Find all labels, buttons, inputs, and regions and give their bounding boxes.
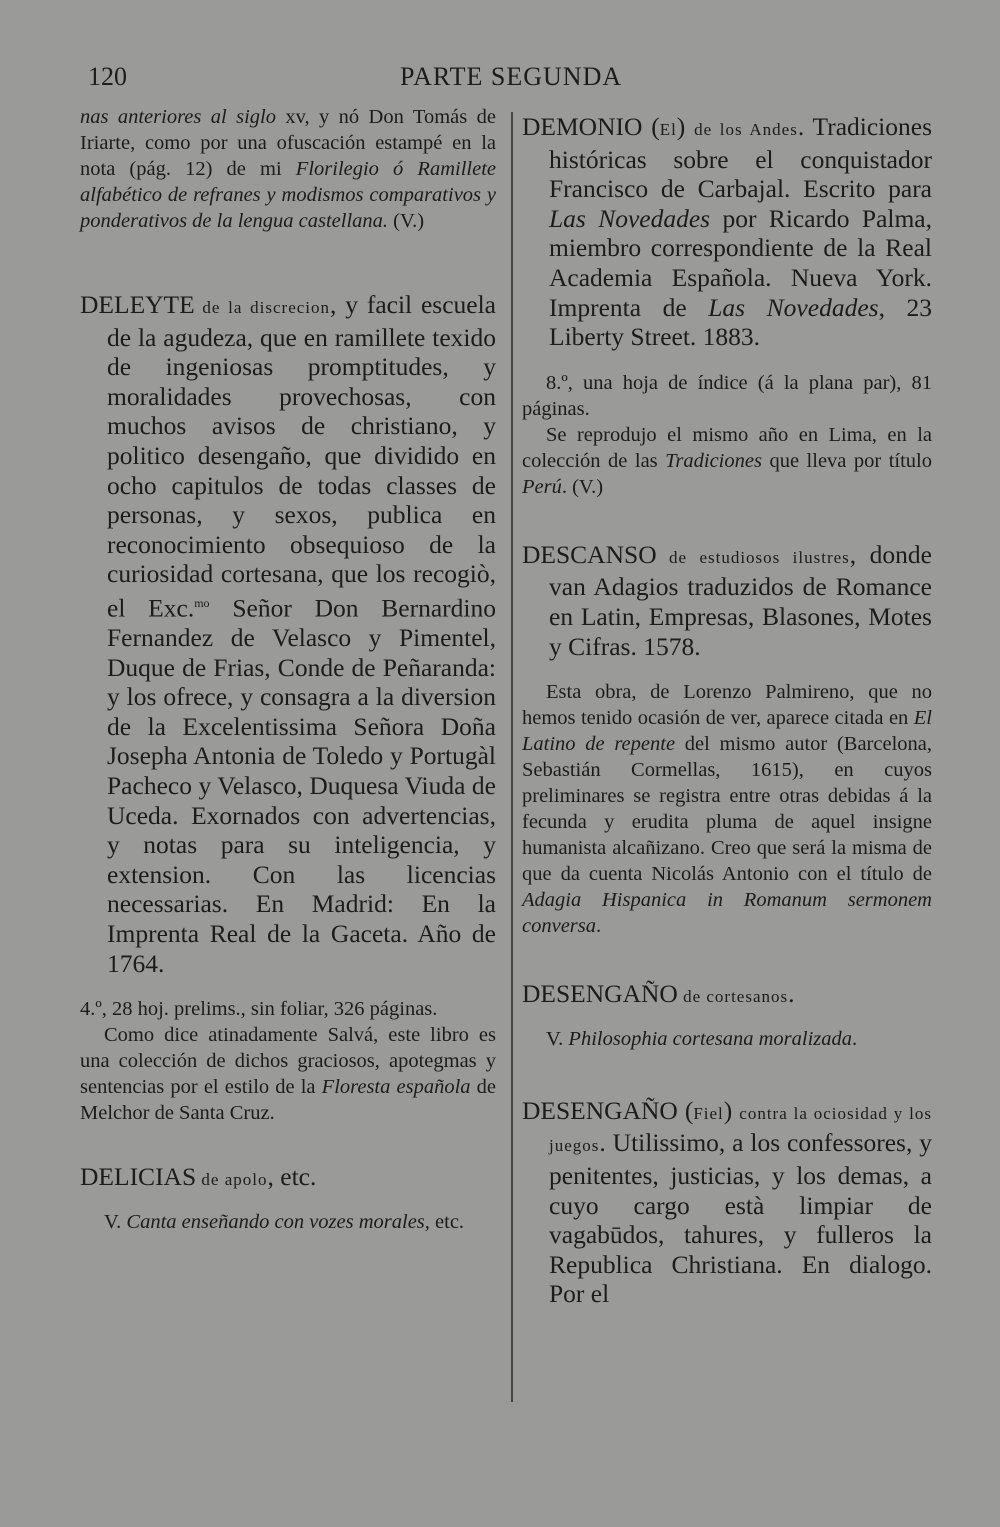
entry-delicias: DELICIAS de apolo, etc. [80,1162,317,1192]
entry-note: Se reprodujo el mismo año en Lima, en la colección de las Tradiciones que lleva por título Perú. (V.) [522,423,932,498]
cross-reference: V. Canta enseñando con vozes morales, etc. [104,1210,465,1233]
page-number: 120 [88,62,127,91]
entry-description: 8.º, una hoja de índice (á la plana par), 81 páginas. [522,371,932,420]
headword: DESCANSO [522,539,657,569]
entry-desengano-cortesanos: DESENGAÑO de cortesanos. [522,979,795,1009]
entry-descanso: DESCANSO de estudiosos ilustres, donde van Adagios traduzidos de Romance en Latin, Empresas, Blasones, Motes y Cifras. 1578. [522,539,932,661]
entry-desengano-fiel: DESENGAÑO (Fiel) contra la ociosidad y los juegos. Utilissimo, a los confessores, y penitentes, justicias, y los demas, a cuyo cargo està limpiar de vagabūdos, tahures, y fulleros la Republica Christiana. En dialogo. Por el [522,1095,932,1309]
headword: DELEYTE [80,290,195,319]
entry-description: 4.º, 28 hoj. prelims., sin foliar, 326 páginas. [80,998,438,1021]
entry-demonio: DEMONIO (El) de los Andes. Tradiciones históricas sobre el conquistador Francisco de Carbajal. Escrito para Las Novedades por Ricardo Palma, miembro correspondiente de la Real Academia Española. Nueva York. Imprenta de Las Novedades, 23 Liberty Street. 1883. [522,112,933,352]
left-column [80,104,496,1235]
entry-note: Esta obra, de Lorenzo Palmireno, que no hemos tenido ocasión de ver, aparece citada en El Latino de repente del mismo autor (Barcelona, Sebastián Cormellas, 1615), en cuyos preliminares se registra entre otras debidas á la fecunda y erudita pluma de aquel insigne humanista alcañizano. Creo que será la misma de que da cuenta Nicolás Antonio con el título de Adagia Hispanica in Romanum sermonem conversa. [522,681,932,938]
headword: DESENGAÑO [522,979,678,1009]
column-rule [511,112,513,1402]
running-head: PARTE SEGUNDA [400,62,623,91]
continued-entry: nas anteriores al siglo xv, y nó Don Tomás de Iriarte, como por una ofuscación estampé en la nota (pág. 12) de mi Florilegio ó Ramillete alfabético de refranes y modismos comparativos y ponderativos de la lengua castellana. (V.) [80,106,496,232]
entry-deleyte: DELEYTE de la discrecion, y facil escuela de la agudeza, que en ramillete texido de ingeniosas promptitudes, y moralidades provechosas, con muchos avisos de christiano, y politico desengaño, que dividido en ocho capitulos de todas classes de personas, y sexos, publica en reconocimiento obsequioso de la curiosidad cortesana, que los recogiò, el Exc.$^{mo}$ Señor Don Bernardino Fernandez de Velasco y Pimentel, Duque de Frias, Conde de Peñaranda: y los ofrece, y consagra a la diversion de la Excelentissima Señora Doña Josepha Antonia de Toledo y Portugàl Pacheco y Velasco, Duquesa Viuda de Uceda. Exornados con advertencias, y notas para su inteligencia, y extension. Con las licencias necessarias. En Madrid: En la Imprenta Real de la Gaceta. Año de 1764. [80,290,496,978]
headword: DELICIAS [80,1162,197,1192]
right-column [522,112,932,1309]
entry-note: Como dice atinadamente Salvá, este libro es una colección de dichos graciosos, apotegmas y sentencias por el estilo de la Floresta española de Melchor de Santa Cruz. [80,1024,497,1125]
headword: DEMONIO ( [522,112,660,141]
cross-reference: V. Philosophia cortesana moralizada. [546,1027,858,1050]
headword: DESENGAÑO ( [522,1095,694,1125]
